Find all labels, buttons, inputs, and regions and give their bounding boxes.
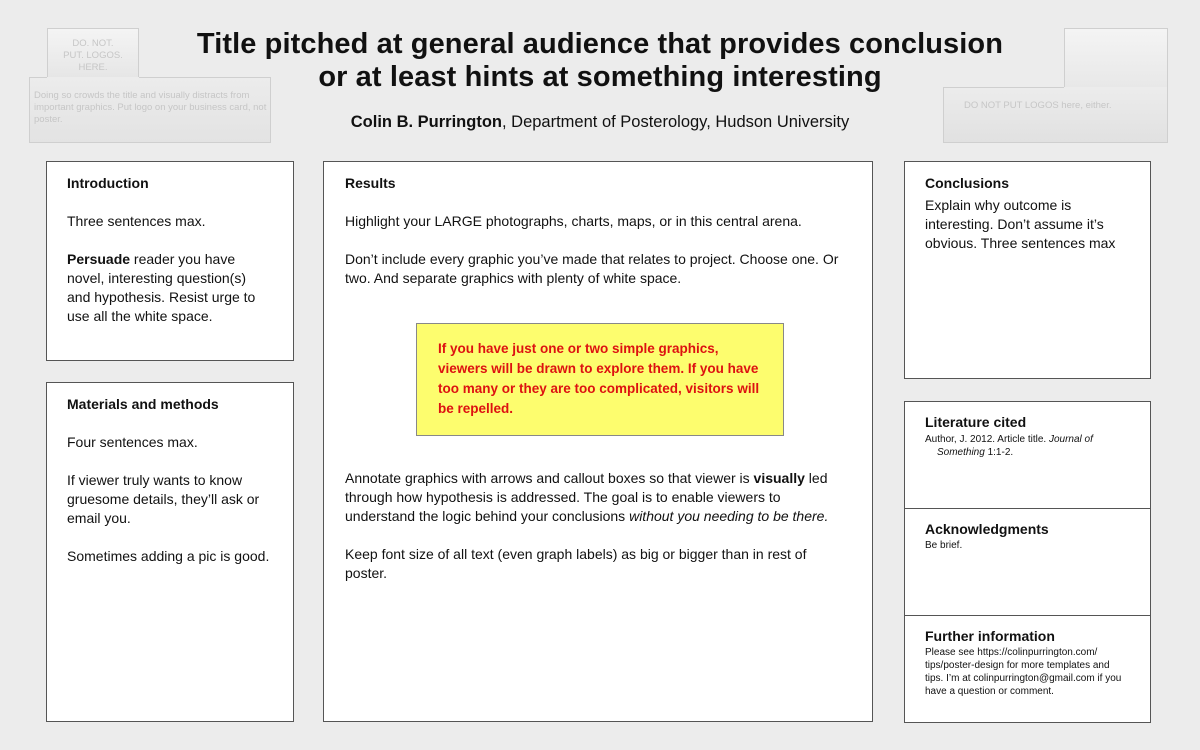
logo-left-divider-small (29, 77, 47, 78)
reference-author-title: Author, J. 2012. Article title. (925, 434, 1049, 445)
callout-box (416, 323, 784, 436)
introduction-persuade: Persuade (67, 251, 131, 267)
methods-panel (46, 382, 294, 722)
poster-title-line-2: or at least hints at something interesting (318, 61, 882, 93)
introduction-heading: Introduction (67, 175, 149, 191)
results-text-4: Keep font size of all text (even graph labels) as big or bigger than in rest of poster. (345, 546, 807, 581)
acknowledgments-text: Be brief. (925, 540, 963, 551)
methods-text-1: Four sentences max. (67, 434, 198, 450)
introduction-panel (46, 161, 294, 361)
results-panel (323, 161, 873, 722)
results-text-1: Highlight your LARGE photographs, charts, maps, or in this central arena. (345, 213, 802, 229)
reference-journal: Journal of Something (937, 434, 1093, 458)
methods-heading: Materials and methods (67, 396, 219, 412)
results-text-3 (345, 469, 851, 526)
introduction-text-1: Three sentences max. (67, 213, 206, 229)
methods-text-3: Sometimes adding a pic is good. (67, 548, 270, 564)
results-italic: without you needing to be there. (629, 508, 829, 524)
results-heading: Results (345, 175, 396, 191)
results-text-3b: led through how hypothesis is addressed. The goal is to enable viewers to understand the logic behind your conclusions (345, 470, 828, 524)
poster-title-line-1: Title pitched at general audience that provides conclusion (196, 28, 1004, 60)
literature-heading: Literature cited (925, 414, 1027, 430)
introduction-text-2-rest: reader you have novel, interesting question(s) and hypothesis. Resist urge to use all the white space. (67, 251, 256, 324)
results-text-3a: Annotate graphics with arrows and callout boxes so that viewer is (345, 470, 754, 486)
results-text-2: Don’t include every graphic you’ve made that relates to project. Choose one. Or two. And separate graphics with plenty of white space. (345, 251, 839, 286)
author-affiliation: , Department of Posterology, Hudson University (501, 113, 850, 131)
reference-volume: 1:1-2. (984, 447, 1014, 458)
poster-title (130, 28, 1070, 94)
acknowledgments-panel (904, 508, 1151, 616)
further-info-heading: Further information (925, 628, 1055, 644)
author-line (200, 113, 1000, 132)
logo-warning-right: DO NOT PUT LOGOS here, either. (964, 100, 1112, 111)
results-visually: visually (753, 470, 805, 486)
logo-warning-left: DO. NOT. PUT. LOGOS. HERE. (63, 38, 123, 73)
logo-placeholder-left-top (47, 28, 139, 78)
author-name: Colin B. Purrington (350, 113, 502, 131)
methods-text-2: If viewer truly wants to know gruesome details, they’ll ask or email you. (67, 472, 260, 526)
introduction-text-2 (67, 250, 273, 326)
literature-panel (904, 401, 1151, 509)
further-info-text: Please see https://colinpurrington.com/ tips/poster-design for more templates and tips. I’m at colinpurrington@gmail.com if you have a question or comment. (925, 647, 1122, 697)
further-info-panel (904, 615, 1151, 723)
logo-explanation-text: Doing so crowds the title and visually distracts from important graphics. Put logo on your business card, not poster. (34, 90, 267, 125)
conclusions-text: Explain why outcome is interesting. Don’t assume it’s obvious. Three sentences max (925, 197, 1116, 251)
callout-text: If you have just one or two simple graphics, viewers will be drawn to explore them. If you have too many or they are too complicated, visitors will be repelled. (438, 341, 760, 416)
literature-reference (925, 433, 1130, 459)
acknowledgments-heading: Acknowledgments (925, 521, 1049, 537)
logo-placeholder-right-top (1064, 28, 1168, 88)
conclusions-heading: Conclusions (925, 175, 1010, 191)
conclusions-panel (904, 161, 1151, 379)
